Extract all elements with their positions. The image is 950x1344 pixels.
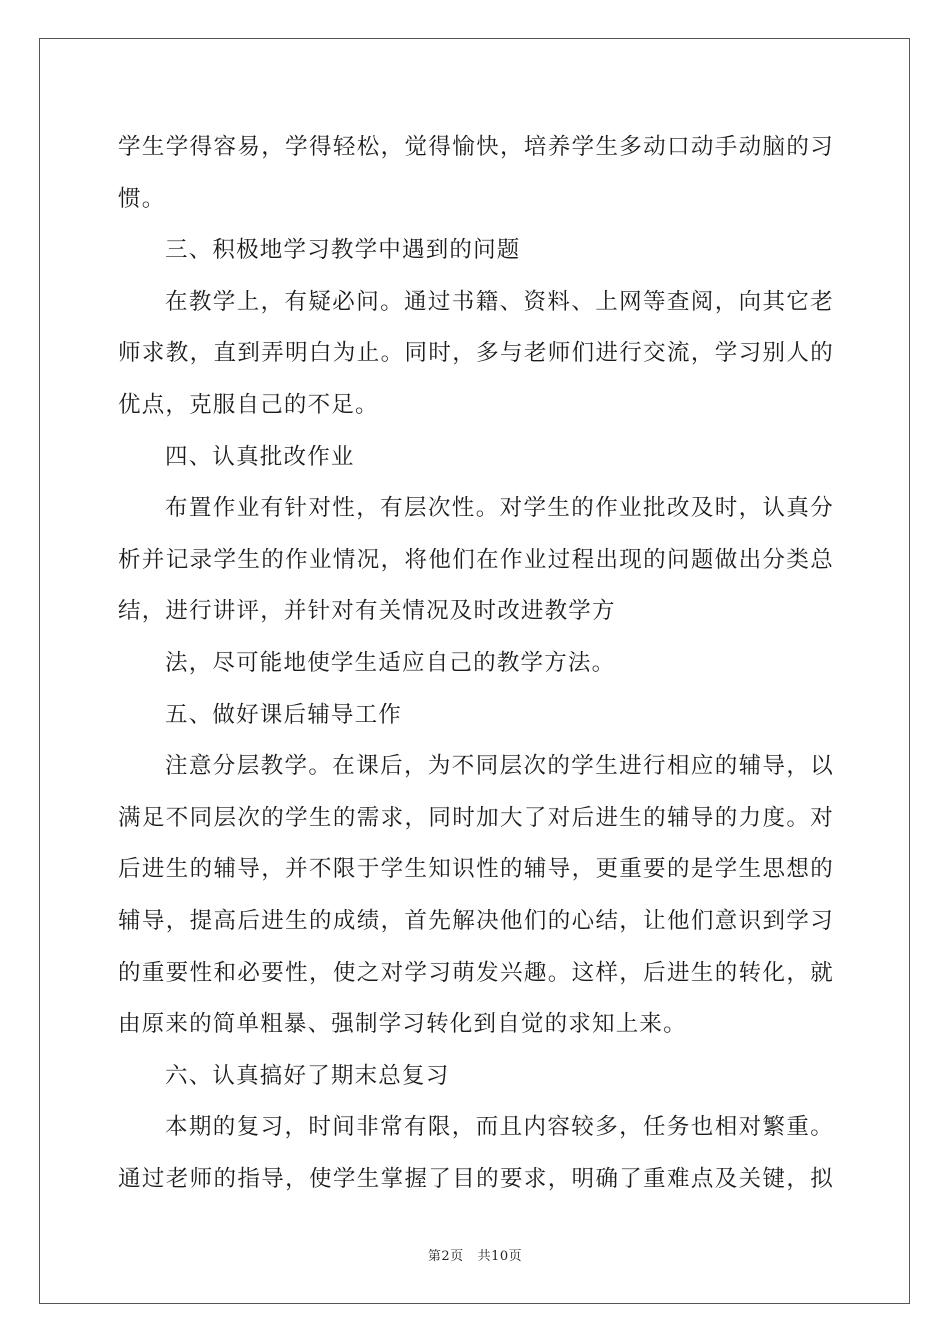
body-line: 结，进行讲评，并针对有关情况及时改进教学方 xyxy=(118,598,616,625)
section-heading: 五、做好课后辅导工作 xyxy=(165,701,403,728)
section-heading: 四、认真批改作业 xyxy=(165,443,355,470)
section-heading: 六、认真搞好了期末总复习 xyxy=(165,1062,450,1089)
body-line: 的重要性和必要性，使之对学习萌发兴趣。这样，后进生的转化，就 xyxy=(118,959,834,986)
body-line: 通过老师的指导，使学生掌握了目的要求，明确了重难点及关键，拟 xyxy=(118,1165,834,1192)
body-line: 法，尽可能地使学生适应自己的教学方法。 xyxy=(165,649,616,676)
body-line: 辅导，提高后进生的成绩，首先解决他们的心结，让他们意识到学习 xyxy=(118,907,834,934)
body-line: 学生学得容易，学得轻松，觉得愉快，培养学生多动口动手动脑的习 xyxy=(118,134,834,160)
body-line: 后进生的辅导，并不限于学生知识性的辅导，更重要的是学生思想的 xyxy=(118,856,834,883)
body-line: 惯。 xyxy=(118,185,166,212)
document-body xyxy=(118,122,834,1205)
body-line: 布置作业有针对性，有层次性。对学生的作业批改及时，认真分 xyxy=(165,495,834,522)
body-line: 本期的复习，时间非常有限，而且内容较多，任务也相对繁重。 xyxy=(165,1114,834,1141)
page-footer xyxy=(0,1248,950,1266)
body-line: 由原来的简单粗暴、强制学习转化到自觉的求知上来。 xyxy=(118,1011,687,1038)
section-heading: 三、积极地学习教学中遇到的问题 xyxy=(165,237,521,264)
body-line: 析并记录学生的作业情况，将他们在作业过程出现的问题做出分类总 xyxy=(118,546,834,573)
page-number: 第2页 xyxy=(427,1249,464,1264)
body-line: 优点，克服自己的不足。 xyxy=(118,391,379,418)
body-line: 满足不同层次的学生的需求，同时加大了对后进生的辅导的力度。对 xyxy=(118,804,834,831)
page-total: 共10页 xyxy=(477,1249,523,1264)
body-line: 在教学上，有疑必问。通过书籍、资料、上网等查阅，向其它老 xyxy=(165,288,834,315)
body-line: 注意分层教学。在课后，为不同层次的学生进行相应的辅导，以 xyxy=(165,753,834,780)
body-line: 师求教，直到弄明白为止。同时，多与老师们进行交流，学习别人的 xyxy=(118,340,834,367)
